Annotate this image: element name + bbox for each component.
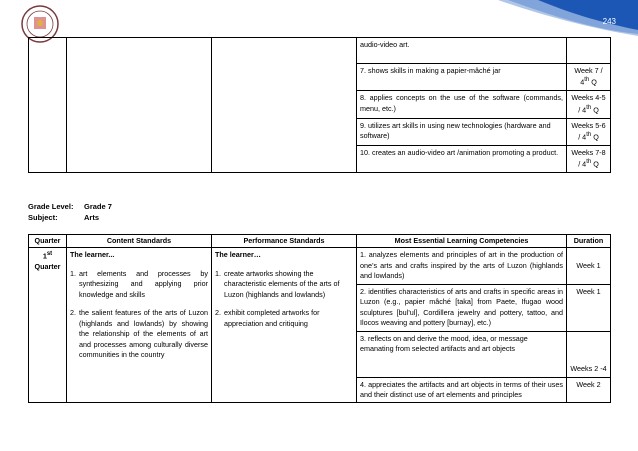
duration-cell: Weeks 2 -4: [567, 331, 611, 377]
competency-cell: 7. shows skills in making a papier-mâché jar: [357, 64, 567, 91]
quarter-cell: 1st Quarter: [29, 248, 67, 403]
list-item: 2. exhibit completed artworks for appreciation and critiquing: [215, 308, 320, 328]
header-competencies: Most Essential Learning Competencies: [357, 235, 567, 248]
page-number: 243: [602, 17, 616, 26]
competency-cell: 4. appreciates the artifacts and art objects in terms of their uses and their distinct use of art elements and principles: [357, 377, 567, 403]
duration-cell: Week 1: [567, 284, 611, 331]
list-item: 1. create artworks showing the characteristic elements of the arts of Luzon (highlands and lowlands): [215, 268, 340, 299]
header-performance-standards: Performance Standards: [212, 235, 357, 248]
duration-cell: [567, 38, 611, 64]
header-quarter: Quarter: [29, 235, 67, 248]
top-table: [28, 37, 611, 173]
header-duration: Duration: [567, 235, 611, 248]
content-intro: The learner...: [70, 250, 115, 260]
header-content-standards: Content Standards: [67, 235, 212, 248]
duration-cell: Week 7 / 4th Q: [567, 64, 611, 91]
table-row: [29, 38, 611, 64]
table-row: [29, 248, 611, 284]
content-cell: [67, 38, 212, 173]
grade-level-line: [28, 202, 112, 211]
performance-standards-cell: [212, 248, 357, 403]
performance-cell: [212, 38, 357, 173]
competency-cell: 1. analyzes elements and principles of art in the production of one’s arts and crafts inspired by the arts of Luzon (highlands and lowlands): [357, 248, 567, 284]
subject-line: [28, 213, 100, 222]
duration-cell: Weeks 7-8 / 4th Q: [567, 145, 611, 172]
subject-value: Arts: [84, 213, 100, 222]
competency-cell: audio-video art.: [357, 38, 567, 64]
header-band: [498, 0, 638, 40]
competency-cell: 2. identifies characteristics of arts and crafts in specific areas in Luzon (e.g., papier mâché [taka] from Paete, Ifugao wood sculptures [bul’ul], Cordillera jewelry and pottery, tattoo, and Ilocos weaving and pottery [burnay], etc.): [357, 284, 567, 331]
list-item: 2. the salient features of the arts of Luzon (highlands and lowlands) by showing the relationship of the elements of art and processes among culturally diverse communities in the country: [70, 308, 208, 359]
competency-cell: 9. utilizes art skills in using new technologies (hardware and software): [357, 118, 567, 145]
duration-cell: Weeks 5-6 / 4th Q: [567, 118, 611, 145]
curriculum-table: [28, 234, 611, 403]
header-row: [29, 235, 611, 248]
performance-intro: The learner…: [215, 250, 261, 260]
grade-level-value: Grade 7: [84, 202, 112, 211]
content-standards-cell: [67, 248, 212, 403]
duration-cell: Week 1: [567, 248, 611, 284]
list-item: 1. art elements and processes by synthesizing and applying prior knowledge and skills: [70, 268, 208, 299]
competency-cell: 8. applies concepts on the use of the software (commands, menu, etc.): [357, 91, 567, 118]
competency-cell: 3. reflects on and derive the mood, idea, or message emanating from selected artifacts and art objects: [357, 331, 567, 377]
competency-cell: 10. creates an audio-video art /animation promoting a product.: [357, 145, 567, 172]
duration-cell: Weeks 4-5 / 4th Q: [567, 91, 611, 118]
subject-label: Subject:: [28, 213, 58, 222]
duration-cell: Week 2: [567, 377, 611, 403]
quarter-cell: [29, 38, 67, 173]
grade-level-label: Grade Level:: [28, 202, 74, 211]
